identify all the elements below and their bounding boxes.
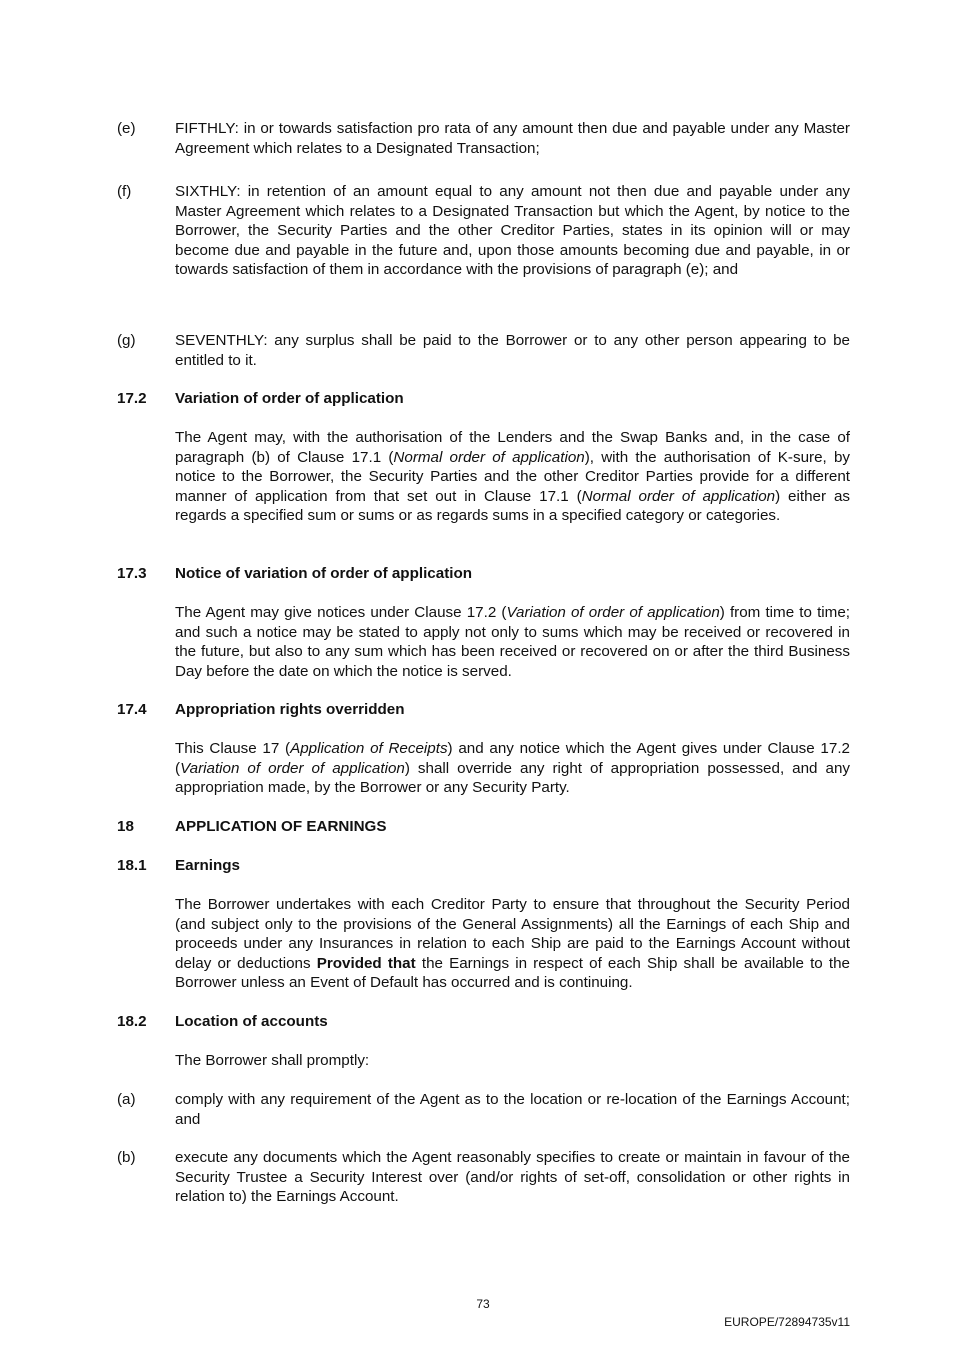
italic-ref: Normal order of application [393, 448, 585, 466]
paragraph [175, 428, 850, 526]
italic-ref: Normal order of application [581, 487, 776, 505]
paragraph [175, 895, 850, 993]
list-item-a [117, 1090, 850, 1129]
item-text: SIXTHLY: in retention of an amount equal to any amount not then due and payable under any Master Agreement which relates to a Designated Transaction but which the Agent, by notice to the Borrower, the Security Parties and the other Creditor Parties, states in its opinion will or may become due and payable in the future and, upon those amounts becoming due and payable, in or towards satisfaction of them in accordance with the provisions of paragraph (e); and [175, 183, 850, 279]
section-title: Earnings [175, 857, 240, 874]
section-body-17-4 [117, 739, 850, 798]
list-item-f [117, 182, 850, 280]
item-label: (g) [117, 332, 136, 349]
item-text: execute any documents which the Agent reasonably specifies to create or maintain in favour of the Security Trustee a Security Interest over (and/or rights of set-off, consolidation or other rights in relation to) the Earnings Account. [175, 1149, 850, 1206]
section-heading-17-2 [117, 389, 850, 409]
paragraph [175, 739, 850, 798]
text-run: ), with the authorisation of K-sure, by notice to the Borrower, the Security Parties and the other Creditor Parties provide for a different manner of application from that set out in Clause 17.1 ( [175, 448, 850, 505]
text-run: ) from time to time; and such a notice may be stated to apply not only to sums which may be received or recovered in the future, but also to any sum which has been received or recovered on or after the third Business Day before the date on which the notice is served. [175, 604, 850, 680]
paragraph: The Borrower shall promptly: [175, 1052, 370, 1069]
section-title: Notice of variation of order of application [175, 565, 473, 582]
item-label: (f) [117, 183, 132, 200]
list-item-b [117, 1148, 850, 1207]
section-title: Location of accounts [175, 1013, 328, 1030]
bold-term: Provided that [316, 954, 416, 972]
section-number: 18.1 [117, 857, 147, 874]
italic-ref: Variation of order of application [506, 604, 720, 621]
section-body-17-2 [117, 428, 850, 526]
text-run: The Agent may give notices under Clause 17.2 ( [175, 604, 507, 621]
section-number: 17.4 [117, 701, 147, 718]
text-run: This Clause 17 ( [175, 740, 291, 757]
list-item-g [117, 331, 850, 370]
section-number: 17.2 [117, 390, 147, 407]
item-label: (a) [117, 1091, 136, 1108]
item-label: (b) [117, 1149, 136, 1166]
text-run: The Borrower undertakes with each Creditor Party to ensure that throughout the Security Period (and subject only to the provisions of the General Assignments) all the Earnings of each Ship and proceeds under any Insurances in relation to each Ship are paid to the Earnings Account without delay or deductions [175, 896, 850, 972]
text-run: ) either as regards a specified sum or sums or as regards sums in a specified category or categories. [175, 487, 851, 525]
clause-heading-18 [117, 817, 850, 837]
section-heading-17-4 [117, 700, 850, 720]
section-number: 18.2 [117, 1013, 147, 1030]
list-item-e [117, 119, 850, 158]
text-run: ) shall override any right of appropriation possessed, and any appropriation made, by the Borrower or any Security Party. [175, 759, 850, 797]
section-number: 17.3 [117, 565, 147, 582]
italic-ref: Variation of order of application [180, 759, 405, 777]
text-run: The Agent may, with the authorisation of the Lenders and the Swap Banks and, in the case of paragraph (b) of Clause 17.1 ( [175, 429, 850, 466]
section-title: Variation of order of application [175, 390, 404, 407]
section-body-18-1 [117, 895, 850, 993]
section-heading-18-2 [117, 1012, 850, 1032]
item-text: FIFTHLY: in or towards satisfaction pro rata of any amount then due and payable under any Master Agreement which relates to a Designated Transaction; [175, 120, 850, 157]
clause-number: 18 [117, 818, 134, 835]
section-body-17-3 [117, 603, 850, 681]
page-number: 73 [476, 1297, 490, 1311]
item-label: (e) [117, 120, 136, 137]
italic-ref: Application of Receipts [290, 740, 448, 757]
section-title: Appropriation rights overridden [175, 701, 405, 718]
document-reference: EUROPE/72894735v11 [724, 1315, 850, 1329]
item-text: SEVENTHLY: any surplus shall be paid to the Borrower or to any other person appearing to be entitled to it. [175, 332, 850, 369]
section-heading-17-3 [117, 564, 850, 584]
section-heading-18-1 [117, 856, 850, 876]
text-run: ) and any notice which the Agent gives under Clause 17.2 ( [175, 740, 850, 777]
text-run: the Earnings in respect of each Ship shall be available to the Borrower unless an Event of Default has occurred and is continuing. [175, 954, 851, 992]
clause-title: APPLICATION OF EARNINGS [175, 818, 387, 835]
section-body-18-2 [117, 1051, 850, 1071]
paragraph [175, 603, 850, 681]
item-text: comply with any requirement of the Agent as to the location or re-location of the Earnings Account; and [175, 1091, 850, 1128]
